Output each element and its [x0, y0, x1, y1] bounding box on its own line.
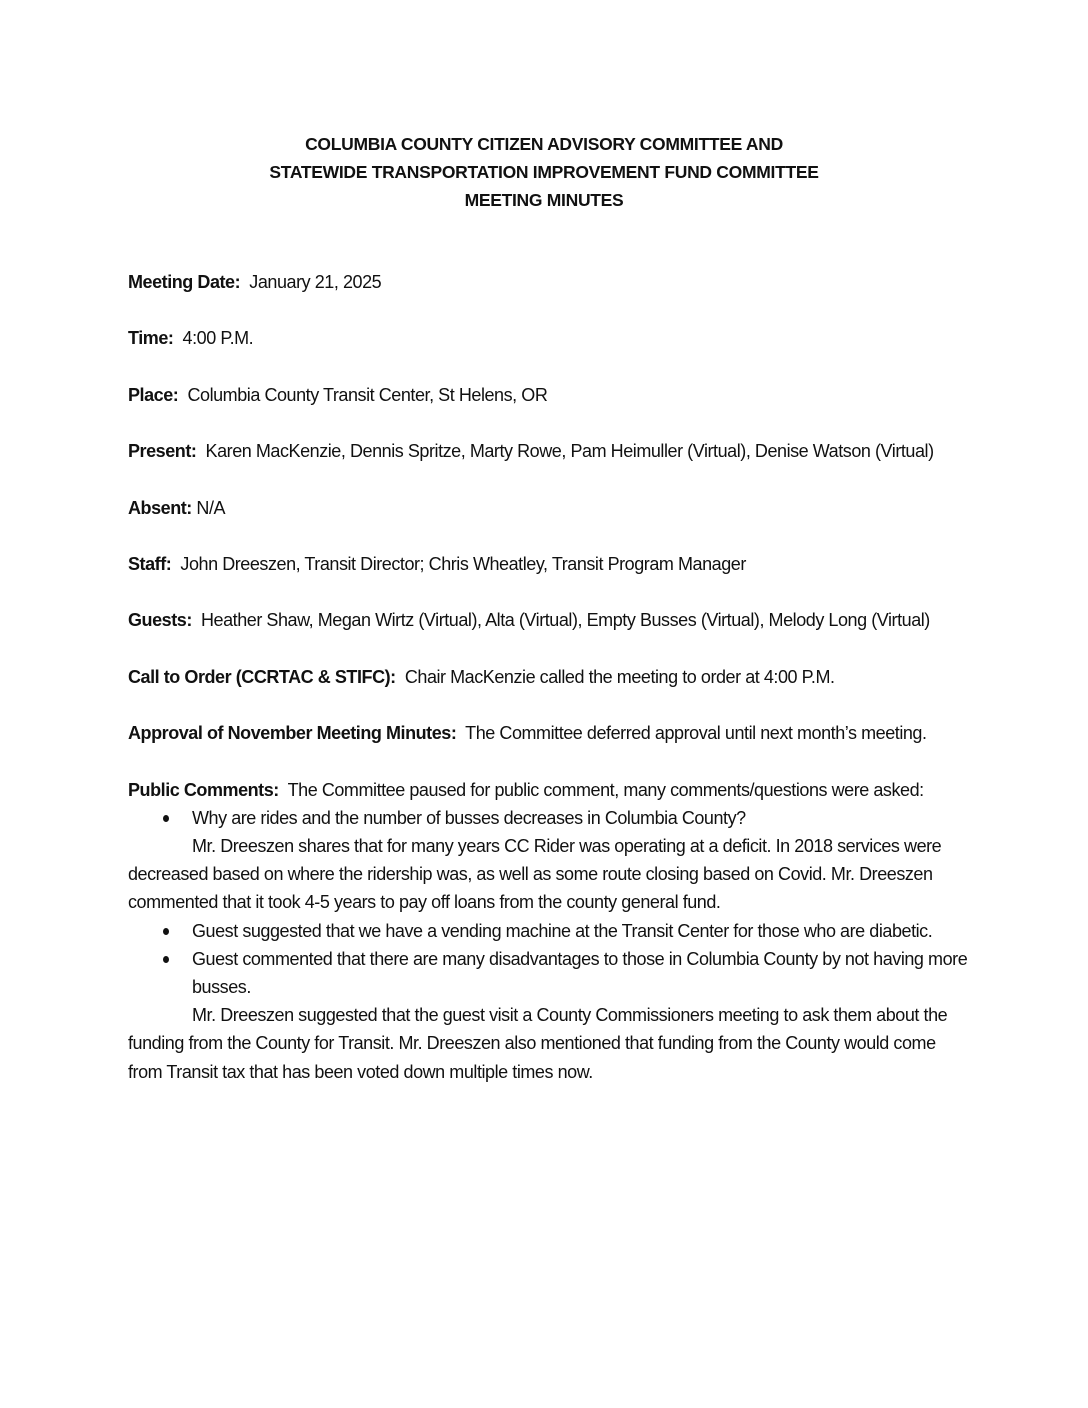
absent-label: Absent: [128, 497, 192, 518]
approval-label: Approval of November Meeting Minutes: [128, 723, 457, 744]
call-to-order-field [128, 663, 968, 691]
time-field [128, 324, 968, 352]
comments-list [128, 917, 968, 1002]
guests-value: Heather Shaw, Megan Wirtz (Virtual), Alta (Virtual), Empty Busses (Virtual), Melody Long (Virtual) [200, 610, 930, 631]
place-field [128, 381, 968, 409]
title-line: MEETING MINUTES [464, 190, 624, 210]
comments-list [128, 804, 968, 832]
comment-text: Why are rides and the number of busses decreases in Columbia County? [192, 807, 746, 828]
bullet-icon [163, 956, 169, 963]
place-label: Place: [128, 384, 179, 405]
comment-text: Guest suggested that we have a vending machine at the Transit Center for those who are diabetic. [192, 920, 933, 941]
approval-field [128, 719, 968, 747]
comment-item [128, 945, 968, 1001]
public-comments-value: The Committee paused for public comment, many comments/questions were asked: [287, 779, 924, 800]
absent-field [128, 494, 968, 522]
comment-item [128, 804, 968, 832]
bullet-icon [163, 815, 169, 822]
staff-field [128, 550, 968, 578]
present-label: Present: [128, 441, 197, 462]
comment-item [128, 917, 968, 945]
title-line: COLUMBIA COUNTY CITIZEN ADVISORY COMMITTEE AND [305, 134, 783, 154]
call-to-order-label: Call to Order (CCRTAC & STIFC): [128, 666, 396, 687]
approval-value: The Committee deferred approval until next month’s meeting. [465, 723, 927, 744]
absent-value: N/A [196, 497, 226, 518]
call-to-order-value: Chair MacKenzie called the meeting to order at 4:00 P.M. [404, 666, 835, 687]
place-value: Columbia County Transit Center, St Helens, OR [187, 384, 548, 405]
time-value: 4:00 P.M. [182, 328, 254, 349]
comment-response: Mr. Dreeszen suggested that the guest visit a County Commissioners meeting to ask them about the funding from the County for Transit. Mr. Dreeszen also mentioned that funding from the County would come from Transit tax that has been voted down multiple times now. [128, 1005, 948, 1082]
present-value: Karen MacKenzie, Dennis Spritze, Marty Rowe, Pam Heimuller (Virtual), Denise Watson (Virtual) [205, 441, 934, 462]
public-comments-label: Public Comments: [128, 779, 279, 800]
public-comments-field [128, 776, 968, 804]
minutes-body [128, 268, 968, 1086]
meeting-date-label: Meeting Date: [128, 272, 241, 292]
meeting-date-value: January 21, 2025 [249, 272, 382, 292]
staff-label: Staff: [128, 553, 172, 574]
present-field [128, 437, 968, 465]
guests-label: Guests: [128, 610, 192, 631]
bullet-icon [163, 928, 169, 935]
title-line: STATEWIDE TRANSPORTATION IMPROVEMENT FUND COMMITTEE [269, 162, 819, 182]
staff-value: John Dreeszen, Transit Director; Chris Wheatley, Transit Program Manager [180, 553, 746, 574]
document-title [0, 130, 1088, 214]
time-label: Time: [128, 328, 174, 349]
meeting-date-field [128, 268, 968, 296]
guests-field [128, 606, 968, 634]
comment-text: Guest commented that there are many disadvantages to those in Columbia County by not having more busses. [192, 948, 968, 997]
comment-response: Mr. Dreeszen shares that for many years CC Rider was operating at a deficit. In 2018 services were decreased based on where the ridership was, as well as some route closing based on Covid. Mr. Dreeszen commented that it took 4-5 years to pay off loans from the county general fund. [128, 835, 942, 913]
